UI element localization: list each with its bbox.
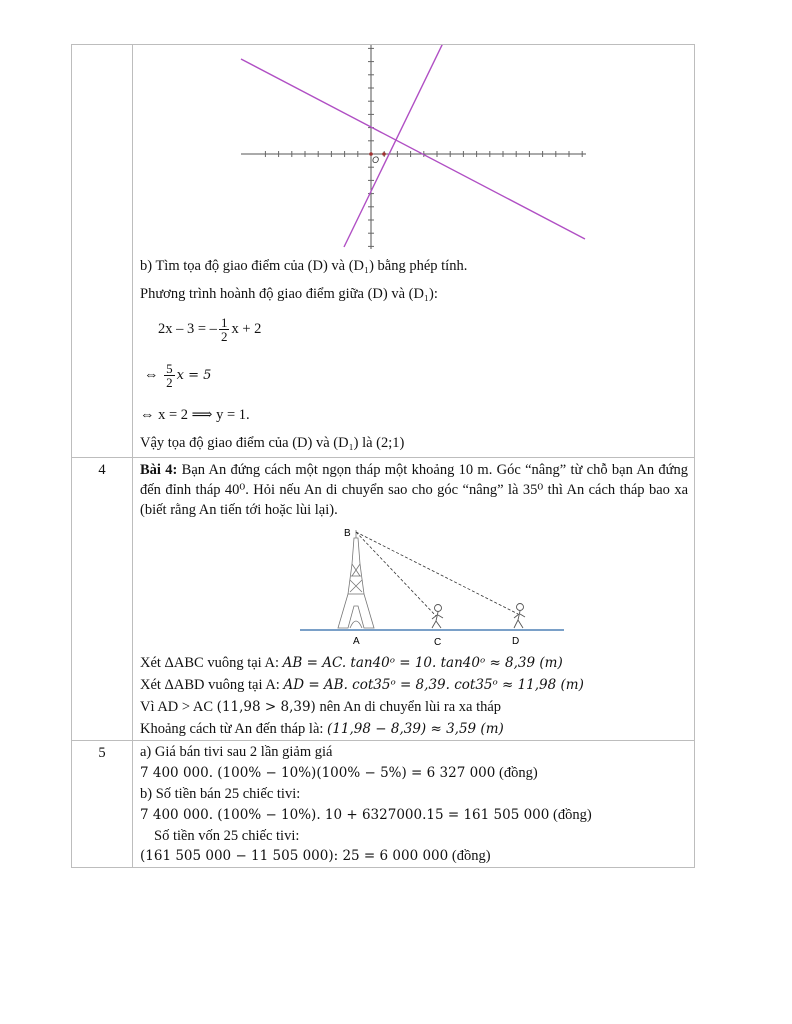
- problem-text: Bạn An đứng cách một ngọn tháp một khoảng 10 m. Góc “nâng” từ chỗ bạn An đứng đến đỉnh tháp 40⁰. Hỏi nếu An di chuyển sao cho góc “nâng” là 35⁰ thì An cách tháp bao xa (biết rằng An tiến tới hoặc lùi lại).: [140, 462, 688, 518]
- equivalent-symbol: ⇔: [144, 367, 159, 383]
- problem-statement: [140, 460, 688, 520]
- answer-row-5: [71, 740, 695, 868]
- part-b-title: b) Tìm tọa độ giao điểm của (D) và (D₁) bằng phép tính.: [140, 258, 468, 274]
- row-number: 5: [98, 745, 106, 761]
- fraction-five-half: $\frac{5}{2}$: [166, 361, 173, 391]
- cost-title: Số tiền vốn 25 chiếc tivi:: [154, 828, 300, 844]
- row-number: 4: [98, 462, 106, 478]
- part-a-calc: 7 400 000. (100% − 10%)(100% − 5%) = 6 327 000 (đồng): [140, 765, 538, 781]
- answer-row-4: [71, 457, 695, 741]
- person-c-icon: [432, 605, 443, 629]
- part-b-calc: 7 400 000. (100% − 10%). 10 + 6327000.15 = 161 505 000 (đồng): [140, 807, 592, 823]
- line-d1: [241, 59, 585, 239]
- number-column: [72, 458, 133, 740]
- cost-calc: (161 505 000 − 11 505 000): 25 = 6 000 000 (đồng): [140, 848, 491, 864]
- person-d-icon: [514, 604, 525, 629]
- intersection-conclusion: Vậy tọa độ giao điểm của (D) và (D₁) là (2;1): [140, 435, 405, 451]
- origin-label: O: [372, 155, 380, 165]
- label-d: D: [512, 636, 520, 647]
- equation-2-right: x = 5: [176, 368, 212, 383]
- part-b-title: b) Số tiền bán 25 chiếc tivi:: [140, 786, 301, 802]
- answer-row-3: [71, 44, 695, 458]
- equation-2: [144, 361, 211, 390]
- label-a: A: [353, 636, 360, 647]
- label-b: B: [344, 528, 351, 539]
- solution-line-1: Xét ΔABC vuông tại A: AB = AC. tan40ᵒ = 10. tan40ᵒ ≈ 8,39 (m): [140, 655, 563, 671]
- line-d: [344, 45, 443, 247]
- equation-1-right: x + 2: [231, 321, 262, 337]
- problem-title: Bài 4:: [140, 462, 178, 478]
- tower-figure: [298, 524, 568, 649]
- fraction-one-half: $\frac{1}{2}$: [220, 315, 228, 345]
- equation-3: ⇔ x = 2 ⟹ y = 1.: [140, 407, 250, 423]
- label-c: C: [434, 637, 442, 648]
- number-column: [72, 741, 133, 867]
- equation-1: [158, 315, 261, 343]
- intersection-intro: Phương trình hoành độ giao điểm giữa (D) và (D₁):: [140, 286, 438, 302]
- sight-line-bd: [356, 532, 518, 614]
- solution-line-3: Vì AD > AC (11,98 > 8,39) nên An di chuyển lùi ra xa tháp: [140, 699, 502, 715]
- coordinate-graph: [140, 45, 700, 255]
- part-a-title: a) Giá bán tivi sau 2 lần giảm giá: [140, 744, 333, 760]
- solution-line-2: Xét ΔABD vuông tại A: AD = AB. cot35ᵒ = 8,39. cot35ᵒ ≈ 11,98 (m): [140, 677, 584, 693]
- number-column: [72, 45, 133, 457]
- sight-line-bc: [356, 532, 436, 616]
- solution-line-4: Khoảng cách từ An đến tháp là: (11,98 − 8,39) ≈ 3,59 (m): [140, 721, 504, 737]
- equation-1-left: 2x – 3 = –: [158, 321, 217, 337]
